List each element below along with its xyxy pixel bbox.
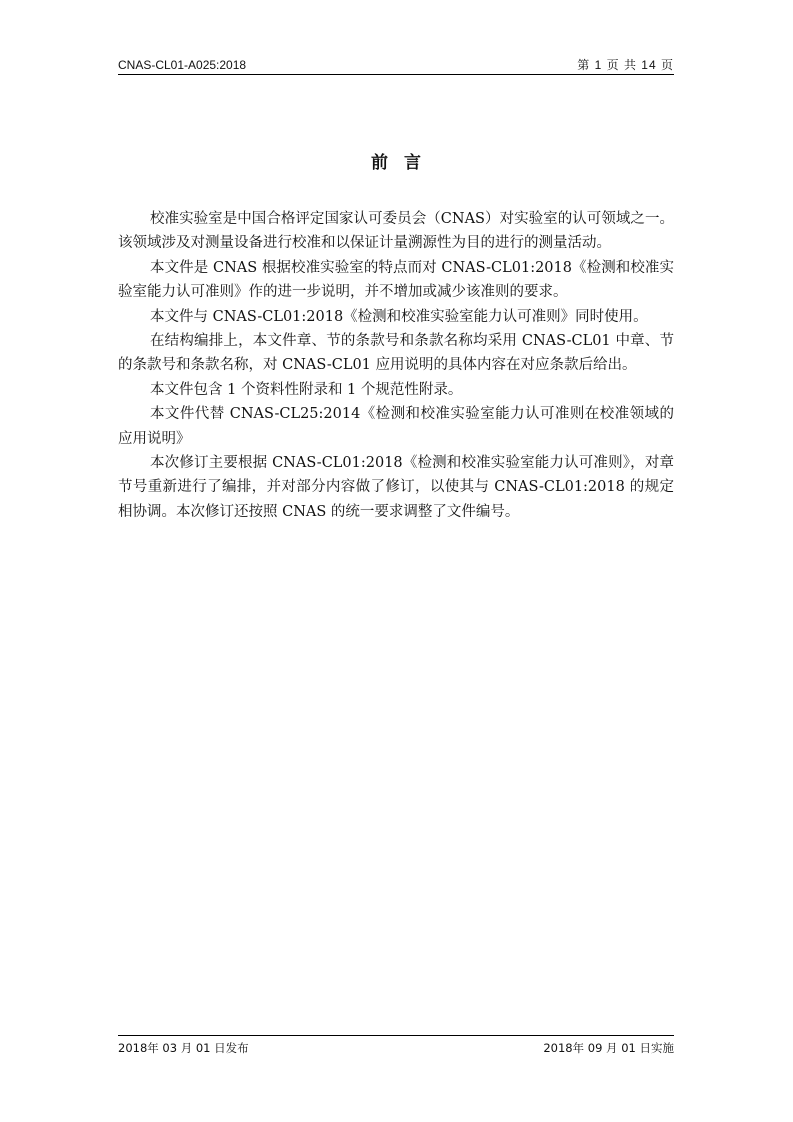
paragraph: 本次修订主要根据 CNAS-CL01:2018《检测和校准实验室能力认可准则》，对章节号重新进行了编排，并对部分内容做了修订，以使其与 CNAS-CL01:2018 的规定相协调。本次修订还按照 CNAS 的统一要求调整了文件编号。 [118,455,674,520]
foreword-body [118,207,674,524]
implementation-date: 2018年 09 月 01 日实施 [543,1041,674,1055]
paragraph: 校准实验室是中国合格评定国家认可委员会（CNAS）对实验室的认可领域之一。该领域涉及对测量设备进行校准和以保证计量溯源性为目的进行的测量活动。 [118,211,674,252]
page-number: 第 1 页 共 14 页 [577,58,674,72]
paragraph: 本文件代替 CNAS-CL25:2014《检测和校准实验室能力认可准则在校准领域的应用说明》 [118,406,674,447]
paragraph: 本文件是 CNAS 根据校准实验室的特点而对 CNAS-CL01:2018《检测和校准实验室能力认可准则》作的进一步说明，并不增加或减少该准则的要求。 [118,259,674,301]
issue-date: 2018年 03 月 01 日发布 [118,1041,249,1055]
page-title: 前言 [371,153,437,173]
document-code: CNAS-CL01-A025:2018 [118,58,247,72]
paragraph: 本文件包含 1 个资料性附录和 1 个规范性附录。 [150,381,463,398]
paragraph: 在结构编排上，本文件章、节的条款号和条款名称均采用 CNAS-CL01 中章、节的条款号和条款名称，对 CNAS-CL01 应用说明的具体内容在对应条款后给出。 [118,333,674,374]
page-header [118,56,674,75]
page-footer [118,1035,674,1055]
paragraph: 本文件与 CNAS-CL01:2018《检测和校准实验室能力认可准则》同时使用。 [150,308,648,325]
